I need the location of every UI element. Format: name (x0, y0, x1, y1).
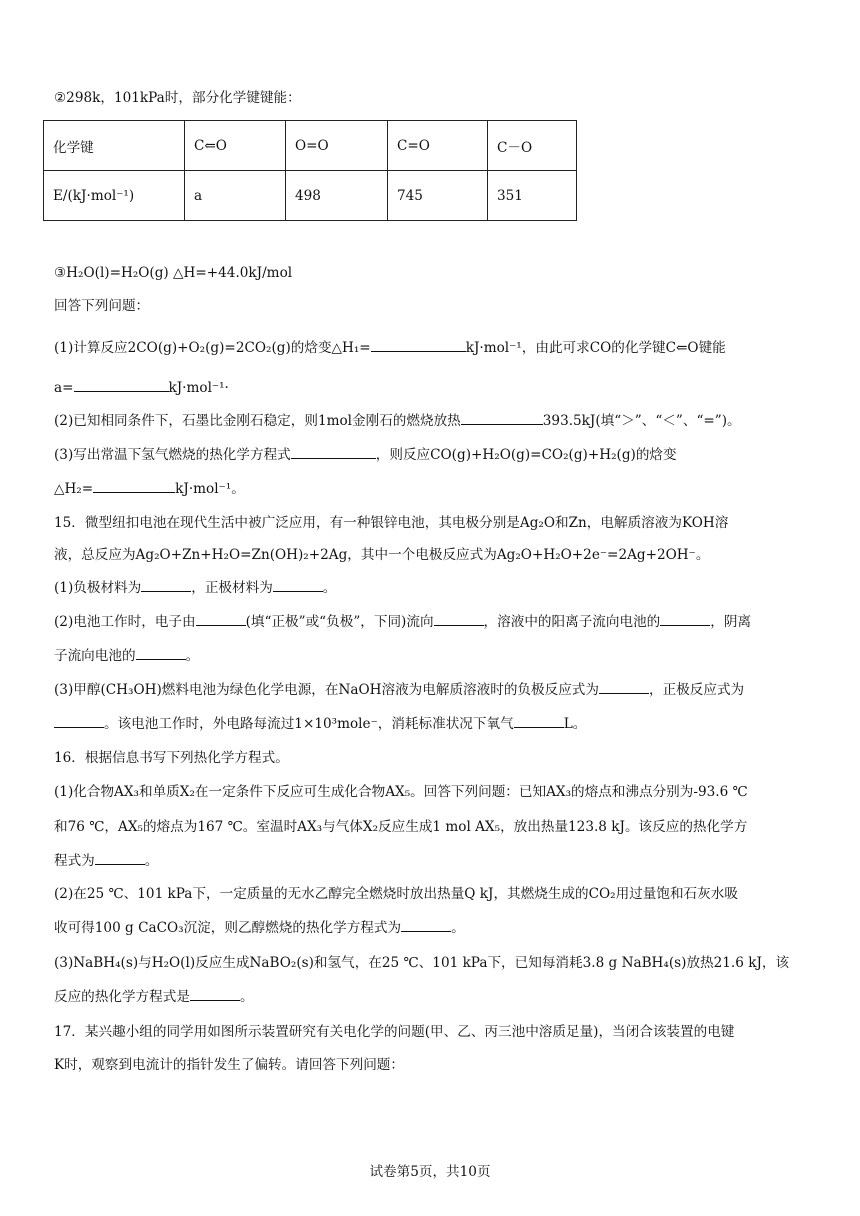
text: (2)已知相同条件下，石墨比金刚石稳定，则1mol金刚石的燃烧放热 (54, 413, 461, 429)
table-cell: C⇐O (185, 121, 286, 171)
table-cell: 745 (388, 171, 488, 221)
text: 。 (144, 853, 159, 869)
text: L。 (563, 716, 587, 732)
table-cell: 351 (488, 171, 577, 221)
text: ，阴离 (710, 614, 752, 630)
question-1-line-1 (54, 338, 726, 358)
answer-blank[interactable] (196, 612, 246, 626)
text: △H₂= (54, 481, 94, 497)
question-16-part-3-line-1: (3)NaBH₄(s)与H₂O(l)反应生成NaBO₂(s)和氢气，在25 ℃、101 kPa下，已知每消耗3.8 g NaBH₄(s)放热21.6 kJ，该 (54, 955, 790, 971)
text: ，正极反应式为 (648, 682, 745, 698)
answer-blank[interactable] (291, 445, 376, 459)
answer-blank[interactable] (599, 680, 649, 694)
table-cell: C－O (488, 121, 577, 171)
text: ，溶液中的阳离子流向电池的 (483, 614, 661, 630)
question-15-part-2-cont (54, 646, 199, 666)
text: 。 (239, 989, 254, 1005)
answer-blank[interactable] (93, 479, 175, 493)
question-3-line-2 (54, 479, 245, 499)
table-cell: C=O (388, 121, 488, 171)
question-16-title: 16．根据信息书写下列热化学方程式。 (54, 750, 289, 766)
text: ，正极材料为 (191, 580, 273, 596)
question-2 (54, 411, 741, 431)
table-cell: O=O (286, 121, 388, 171)
table-cell: a (185, 171, 286, 221)
text: (1)负极材料为 (54, 580, 142, 596)
text: ，则反应CO(g)+H₂O(g)=CO₂(g)+H₂(g)的焓变 (375, 447, 677, 463)
text: a= (54, 380, 74, 396)
text: 。 (185, 648, 200, 664)
question-16-part-1-line-3 (54, 851, 158, 871)
question-15-part-1 (54, 578, 336, 598)
text: 收可得100 g CaCO₃沉淀，则乙醇燃烧的热化学方程式为 (54, 920, 402, 936)
question-15-part-2 (54, 612, 751, 632)
question-16-part-2-line-1: (2)在25 ℃、101 kPa下，一定质量的无水乙醇完全燃烧时放出热量Q kJ，其燃烧生成的CO₂用过量饱和石灰水吸 (54, 886, 738, 902)
question-16-part-1-line-2: 和76 ℃，AX₅的熔点为167 ℃。室温时AX₃与气体X₂反应生成1 mol AX₅，放出热量123.8 kJ。该反应的热化学方 (54, 819, 748, 835)
answer-blank[interactable] (74, 378, 169, 392)
question-16-part-1-line-1: (1)化合物AX₃和单质X₂在一定条件下反应可生成化合物AX₅。回答下列问题：已知AX₃的熔点和沸点分别为-93.6 ℃ (54, 784, 748, 800)
table-cell: 498 (286, 171, 388, 221)
text: 反应的热化学方程式是 (54, 989, 190, 1005)
table-cell: 化学键 (44, 121, 185, 171)
table-cell: E/(kJ·mol⁻¹) (44, 171, 185, 221)
text: 子流向电池的 (54, 648, 136, 664)
answer-blank[interactable] (136, 646, 186, 660)
text: (3)写出常温下氢气燃烧的热化学方程式 (54, 447, 291, 463)
text: (填“正极”或“负极”，下同)流向 (245, 614, 434, 630)
answer-blank[interactable] (514, 714, 564, 728)
equation-3: ③H₂O(l)=H₂O(g) △H=+44.0kJ/mol (54, 265, 293, 281)
question-15-part-3-cont (54, 714, 586, 734)
answer-prompt: 回答下列问题： (54, 298, 150, 314)
answer-blank[interactable] (371, 338, 466, 352)
question-15-line-2: 液，总反应为Ag₂O+Zn+H₂O=Zn(OH)₂+2Ag，其中一个电极反应式为Ag₂O+H₂O+2e⁻=2Ag+2OH⁻。 (54, 547, 710, 563)
table-header-row (44, 121, 577, 171)
question-15-part-3 (54, 680, 744, 700)
text: (2)电池工作时，电子由 (54, 614, 196, 630)
question-3-line-1 (54, 445, 677, 465)
answer-blank[interactable] (401, 918, 451, 932)
text: kJ·mol⁻¹。 (175, 481, 245, 497)
page-footer: 试卷第5页，共10页 (369, 1164, 491, 1180)
text: 。 (322, 580, 337, 596)
table-row (44, 171, 577, 221)
answer-blank[interactable] (434, 612, 484, 626)
text: (3)甲醇(CH₃OH)燃料电池为绿色化学电源，在NaOH溶液为电解质溶液时的负极反应式为 (54, 682, 599, 698)
question-1-line-2 (54, 378, 229, 398)
text: kJ·mol⁻¹· (168, 380, 229, 396)
bond-energy-table (43, 120, 577, 221)
text: 393.5kJ(填“＞”、“＜”、“=”)。 (542, 413, 741, 429)
text: 。该电池工作时，外电路每流过1×10³mole⁻，消耗标准状况下氧气 (104, 716, 514, 732)
answer-blank[interactable] (461, 411, 543, 425)
text: kJ·mol⁻¹，由此可求CO的化学键C⇐O键能 (465, 340, 726, 356)
answer-blank[interactable] (660, 612, 710, 626)
text: 。 (451, 920, 465, 936)
question-16-part-2-line-2 (54, 918, 465, 938)
answer-blank[interactable] (54, 714, 104, 728)
text: 程式为 (54, 853, 95, 869)
text: (1)计算反应2CO(g)+O₂(g)=2CO₂(g)的焓变△H₁= (54, 340, 371, 356)
answer-blank[interactable] (190, 987, 240, 1001)
question-16-part-3-line-2 (54, 987, 254, 1007)
question-17-line-2: K时，观察到电流计的指针发生了偏转。请回答下列问题： (54, 1057, 404, 1073)
question-15-line-1: 15．微型纽扣电池在现代生活中被广泛应用，有一种银锌电池，其电极分别是Ag₂O和Zn，电解质溶液为KOH溶 (54, 515, 729, 531)
answer-blank[interactable] (141, 578, 191, 592)
answer-blank[interactable] (273, 578, 323, 592)
bond-energy-intro: ②298k，101kPa时，部分化学键键能： (54, 90, 301, 106)
answer-blank[interactable] (95, 851, 145, 865)
question-17-line-1: 17．某兴趣小组的同学用如图所示装置研究有关电化学的问题(甲、乙、丙三池中溶质足量)，当闭合该装置的电键 (54, 1024, 735, 1040)
